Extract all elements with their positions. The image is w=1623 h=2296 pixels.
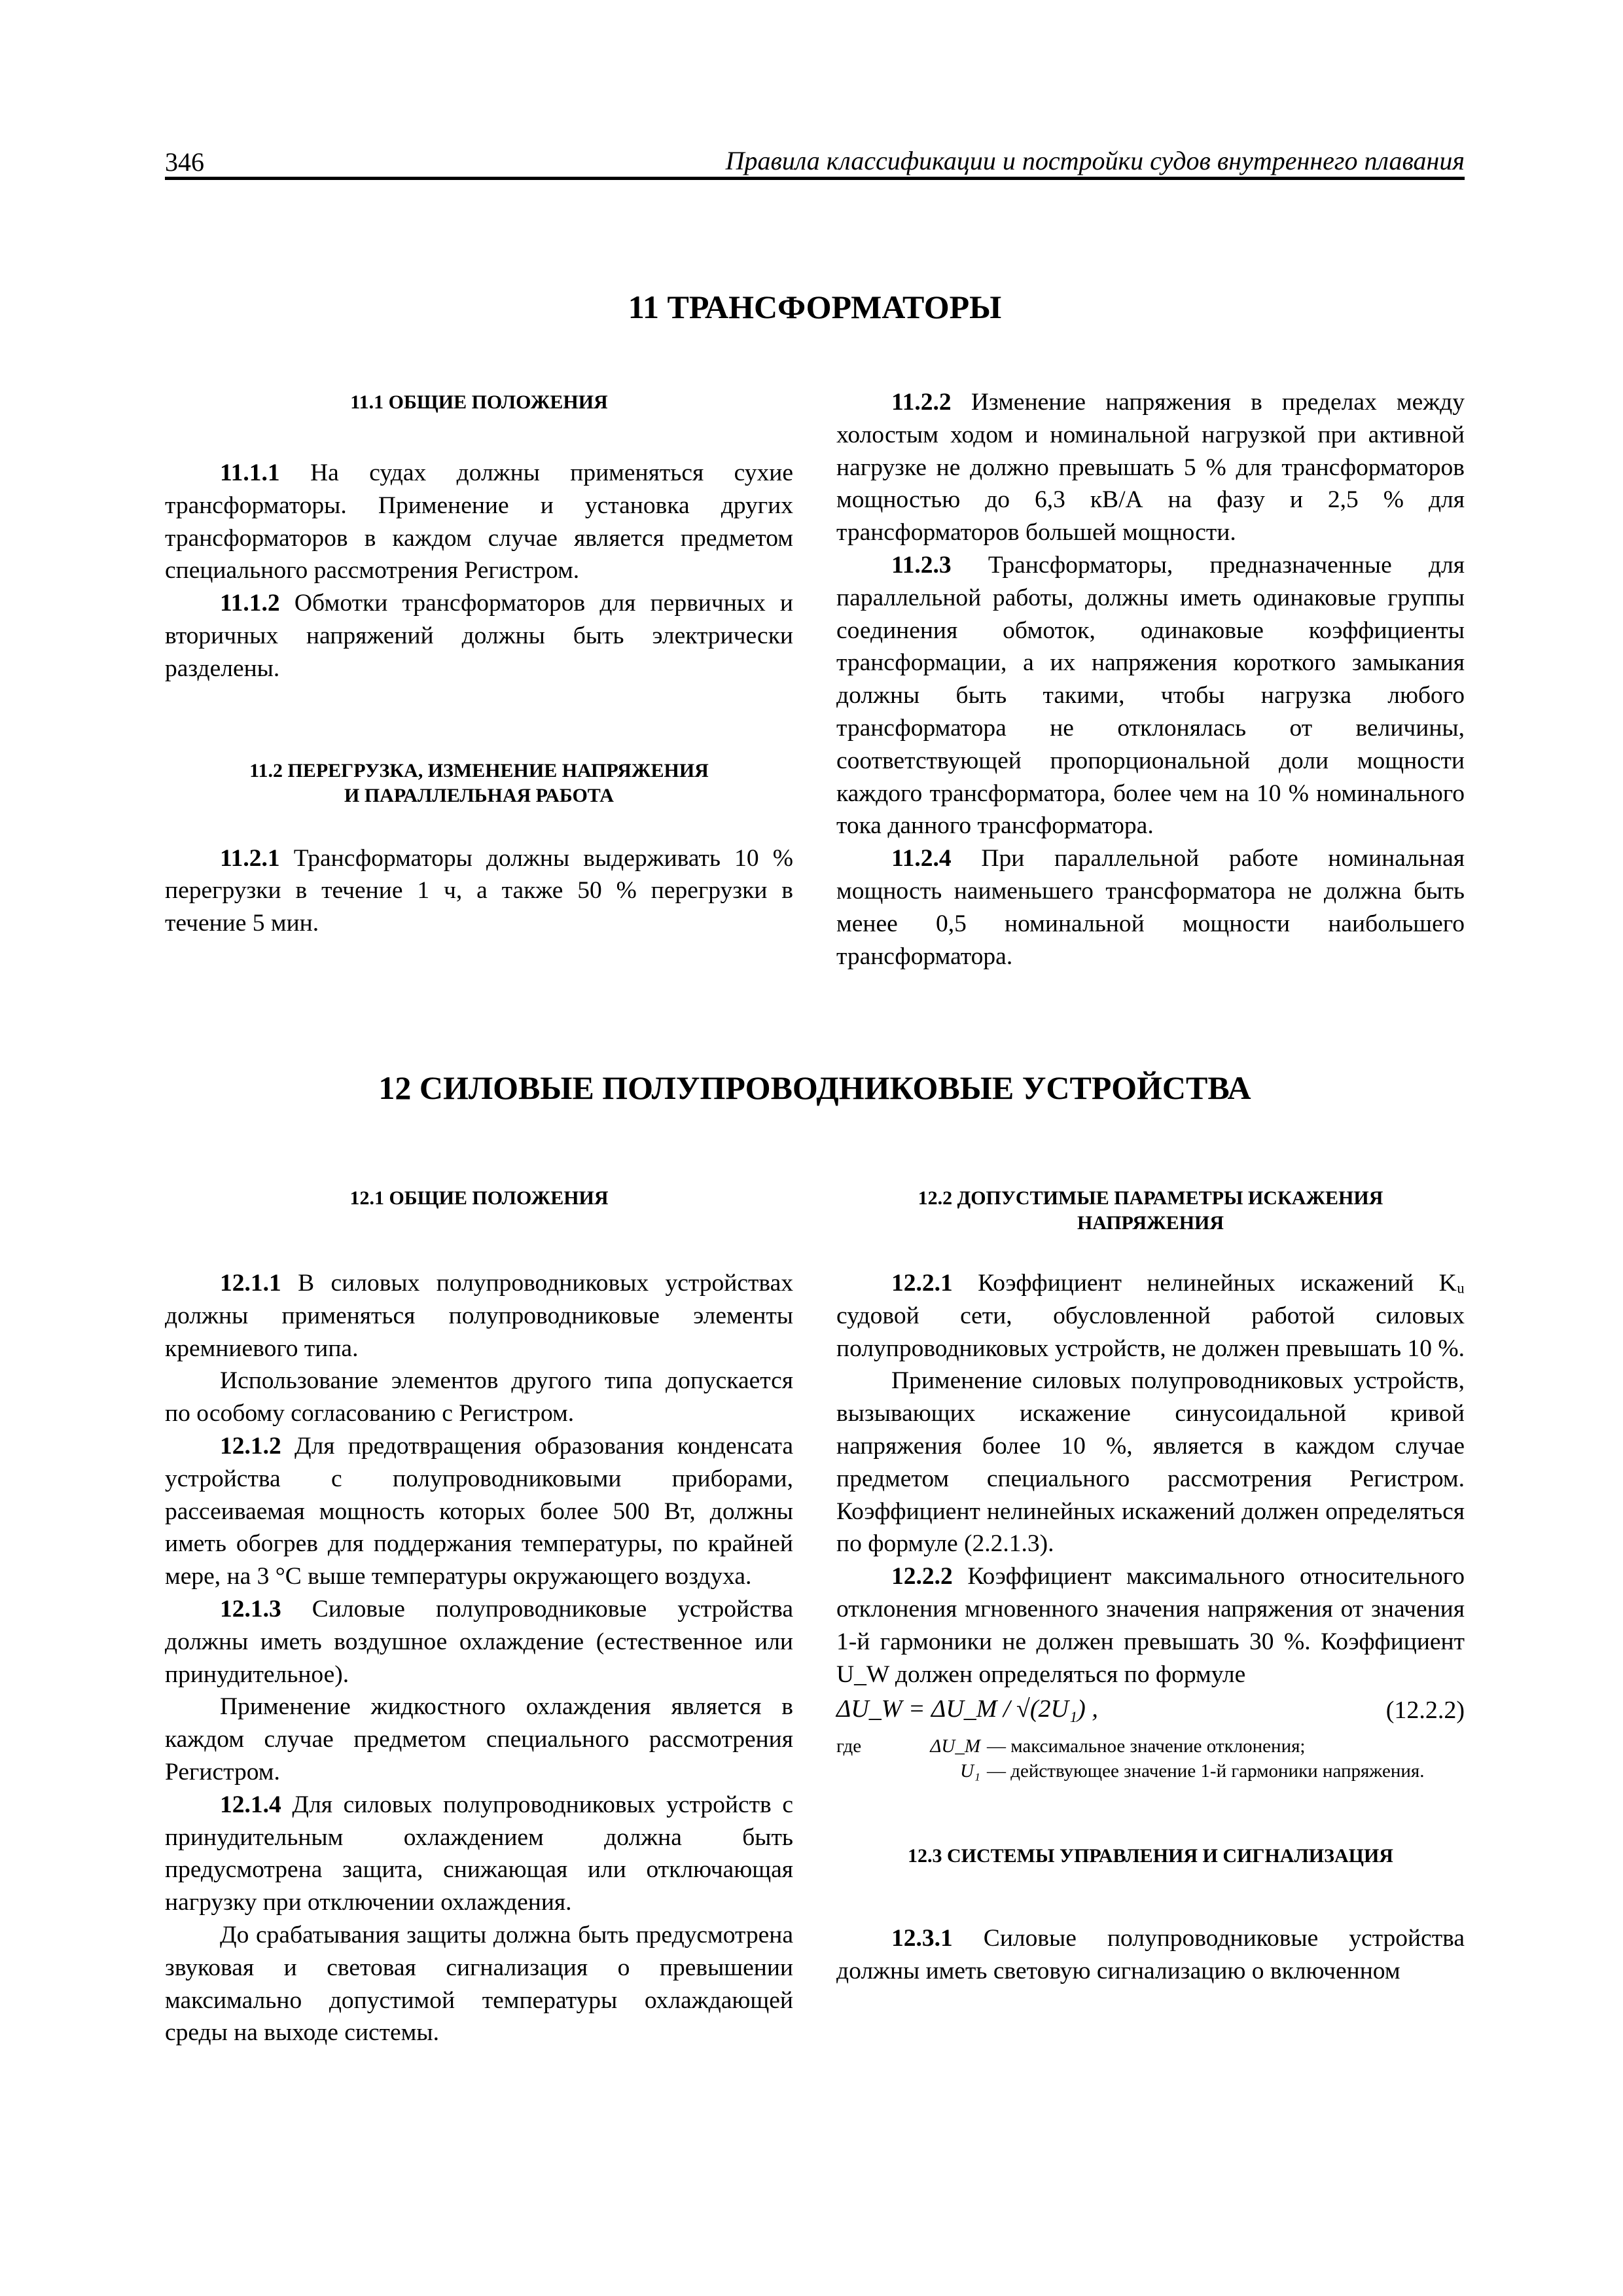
section-11-1-title: 11.1 ОБЩИЕ ПОЛОЖЕНИЯ: [350, 391, 608, 413]
clause-number: 11.2.4: [891, 845, 952, 872]
legend-text: — максимальное значение отклонения;: [987, 1736, 1306, 1757]
clause-number: 12.2.2: [891, 1563, 953, 1590]
paragraph-12-1-4-b: До срабатывания защиты должна быть предусмотрена звуковая и световая сигнализация о превышении максимально допустимой температуры охлаждающей среды на выходе системы.: [165, 1921, 793, 2047]
clause-text: В силовых полупроводниковых устройствах должны применяться полупроводниковые элементы кремниевого типа.: [165, 1270, 793, 1362]
section-title-line: 11.2 ПЕРЕГРУЗКА, ИЗМЕНЕНИЕ НАПРЯЖЕНИЯ: [249, 759, 709, 781]
clause-text: Изменение напряжения в пределах между холостым ходом и номинальной нагрузкой при активной нагрузке не должно превышать 5 % для трансформаторов мощностью до 6,3 кВ/А на фазу и 2,5 % для трансформаторов большей мощности.: [836, 389, 1465, 547]
legend-row: [836, 1759, 1465, 1784]
paragraph-11-2-1: [165, 842, 793, 940]
formula-12-2-2: [836, 1691, 1465, 1734]
paragraph-12-2-1: [836, 1267, 1465, 1365]
clause-text: При параллельной работе номинальная мощность наименьшего трансформатора не должна быть менее 0,5 номинальной мощности наибольшего трансформатора.: [836, 845, 1465, 970]
clause-text: На судах должны применяться сухие трансформаторы. Применение и установка других трансформаторов в каждом случае является предметом специального рассмотрения Регистром.: [165, 459, 793, 584]
paragraph-12-2-2: [836, 1560, 1465, 1691]
clause-text: Обмотки трансформаторов для первичных и вторичных напряжений должны быть электрически разделены.: [165, 590, 793, 682]
chapter-12-title: 12 СИЛОВЫЕ ПОЛУПРОВОДНИКОВЫЕ УСТРОЙСТВА: [378, 1069, 1251, 1106]
paragraph-12-1-1-b: Использование элементов другого типа допускается по особому согласованию с Регистром.: [165, 1367, 793, 1427]
clause-number: 12.1.4: [220, 1791, 281, 1818]
paragraph-11-2-2: [836, 386, 1465, 549]
clause-number: 11.1.2: [220, 590, 280, 617]
paragraph-12-2-1-b: Применение силовых полупроводниковых устройств, вызывающих искажение синусоидальной кривой напряжения более 10 %, является в каждом случае предметом специального рассмотрения Регистром. Коэффициент нелинейных искажений должен определяться по формуле (2.2.1.3).: [836, 1367, 1465, 1558]
paragraph-11-2-4: [836, 842, 1465, 973]
chapter-11-title: 11 ТРАНСФОРМАТОРЫ: [628, 289, 1002, 325]
legend-label: где: [836, 1736, 862, 1757]
paragraph-12-1-2: [165, 1430, 793, 1593]
formula-number: (12.2.2): [1385, 1696, 1465, 1725]
paragraph-12-1-3-b: Применение жидкостного охлаждения является в каждом случае предметом специального рассмотрения Регистром.: [165, 1693, 793, 1785]
paragraph-12-1-1: [165, 1267, 793, 1365]
formula: ΔU_W = ΔU_M / √(2U₁) ,: [836, 1695, 1098, 1723]
clause-number: 11.2.1: [220, 844, 280, 872]
clause-number: 12.1.2: [220, 1432, 281, 1460]
clause-text: Трансформаторы, предназначенные для параллельной работы, должны иметь одинаковые группы соединения обмоток, одинаковые коэффициенты трансформации, а их напряжения короткого замыкания должны быть такими, чтобы нагрузка любого трансформатора не отклонялась от величины, соответствующей пропорциональной доли мощности каждого трансформатора, более чем на 10 % номинального тока данного трансформатора.: [836, 551, 1465, 840]
section-11-2-title: [165, 759, 793, 808]
clause-text: Коэффициент нелинейных искажений Kᵤ судовой сети, обусловленной работой силовых полупроводниковых устройств, не должен превышать 10 %.: [836, 1270, 1465, 1362]
clause-number: 12.1.3: [220, 1595, 281, 1623]
clause-text: Коэффициент максимального относительного отклонения мгновенного значения напряжения от значения 1-й гармоники не должен превышать 30 %. Коэффициент U_W должен определяться по формуле: [836, 1563, 1465, 1688]
paragraph-11-1-2: [165, 587, 793, 685]
clause-number: 11.2.2: [891, 389, 952, 416]
clause-text: Для предотвращения образования конденсата устройства с полупроводниковыми приборами, рассеиваемая мощность которых более 500 Вт, должны иметь обогрев для поддержания температуры, по крайней мере, на 3 °С выше температуры окружающего воздуха.: [165, 1432, 793, 1590]
legend-symbol: U₁: [959, 1761, 980, 1782]
clause-text: Силовые полупроводниковые устройства должны иметь световую сигнализацию о включенном: [836, 1925, 1465, 1985]
clause-number: 11.2.3: [891, 551, 952, 579]
section-12-3-title: 12.3 СИСТЕМЫ УПРАВЛЕНИЯ И СИГНАЛИЗАЦИЯ: [908, 1845, 1393, 1867]
legend-text: — действующее значение 1-й гармоники напряжения.: [987, 1761, 1425, 1782]
running-title: Правила классификации и постройки судов внутреннего плавания: [725, 146, 1465, 175]
section-12-2-title: [836, 1186, 1465, 1236]
ch11-left-column: [165, 390, 793, 940]
paragraph-11-1-1: [165, 457, 793, 587]
clause-text: Трансформаторы должны выдерживать 10 % перегрузки в течение 1 ч, а также 50 % перегрузки в течение 5 мин.: [165, 844, 793, 937]
header-rule: [165, 177, 1465, 180]
paragraph-12-1-4: [165, 1789, 793, 1919]
clause-number: 12.2.1: [891, 1270, 953, 1297]
paragraph-12-3-1: [836, 1922, 1465, 1988]
legend-row: [836, 1734, 1465, 1759]
clause-number: 11.1.1: [220, 459, 280, 486]
clause-number: 12.3.1: [891, 1925, 953, 1952]
clause-text: Для силовых полупроводниковых устройств с принудительным охлаждением должна быть предусмотрена защита, снижающая или отключающая нагрузку при отключении охлаждения.: [165, 1791, 793, 1916]
ch12-right-column: [836, 1186, 1465, 1988]
paragraph-12-1-3: [165, 1593, 793, 1691]
section-title-line: 12.2 ДОПУСТИМЫЕ ПАРАМЕТРЫ ИСКАЖЕНИЯ: [918, 1187, 1383, 1209]
section-title-line: НАПРЯЖЕНИЯ: [1077, 1212, 1224, 1234]
formula-legend: [836, 1734, 1465, 1784]
ch12-left-column: [165, 1186, 793, 2049]
section-12-1-title: 12.1 ОБЩИЕ ПОЛОЖЕНИЯ: [349, 1187, 609, 1209]
ch11-right-column: [836, 386, 1465, 973]
page-number: 346: [165, 147, 204, 177]
clause-number: 12.1.1: [220, 1270, 281, 1297]
section-title-line: И ПАРАЛЛЕЛЬНАЯ РАБОТА: [344, 784, 614, 806]
clause-text: Силовые полупроводниковые устройства должны иметь воздушное охлаждение (естественное или принудительное).: [165, 1595, 793, 1688]
paragraph-11-2-3: [836, 549, 1465, 842]
legend-symbol: ΔU_M: [930, 1736, 980, 1757]
